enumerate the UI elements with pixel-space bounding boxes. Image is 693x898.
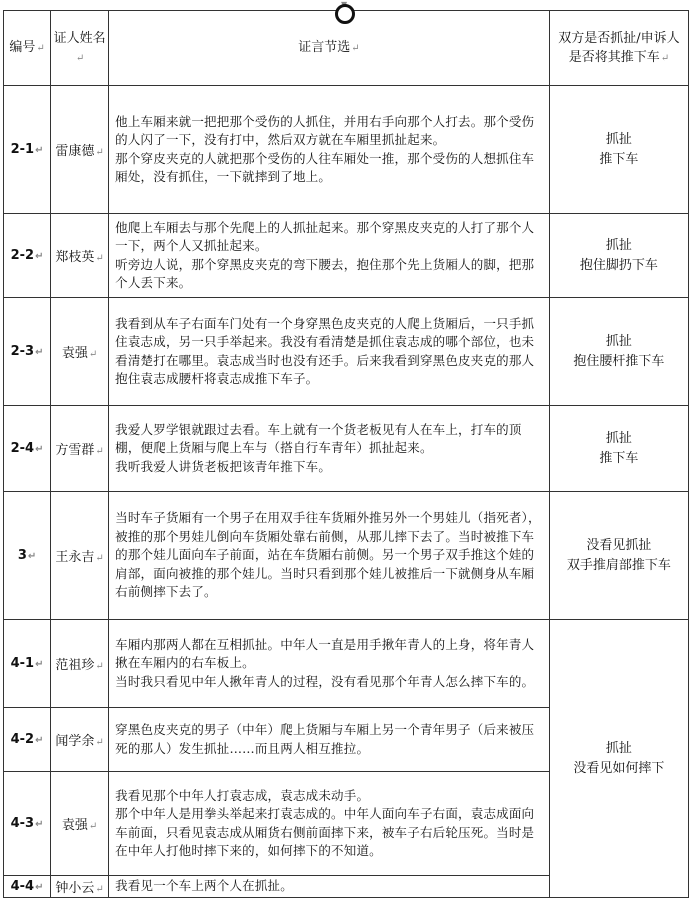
table-row <box>4 406 689 492</box>
circle-marker-icon <box>335 4 355 24</box>
testimony-paragraph: 我看见那个中年人打袁志成，袁志成未动手。 <box>115 787 370 803</box>
row-testimony <box>109 86 550 214</box>
row-name: 王永吉↵ <box>51 492 109 620</box>
testimony-paragraph: 那个穿皮夹克的人就把那个受伤的人往车厢处一推，那个受伤的人想抓住车厢处，没有抓住，一下就摔到了地上。 <box>115 150 535 184</box>
row-result: 抓扯 推下车 <box>549 406 688 492</box>
row-testimony <box>109 772 550 876</box>
row-testimony <box>109 492 550 620</box>
table-row <box>4 620 689 708</box>
row-id: 2-3↵ <box>4 298 51 406</box>
row-name: 钟小云↵ <box>51 876 109 898</box>
testimony-paragraph: 穿黑色皮夹克的男子（中年）爬上货厢与车厢上另一个青年男子（后来被压死的那人）发生抓扯……而且两人相互推拉。 <box>115 722 535 756</box>
row-testimony <box>109 406 550 492</box>
row-name: 袁强↵ <box>51 772 109 876</box>
testimony-paragraph: 我看到从车子右面车门处有一个身穿黑色皮夹克的人爬上货厢后，一只手抓住袁志成，另一只手举起来。我没有看清楚是抓住袁志成的哪个部位，也未看清楚打在哪里。袁志成当时也没有还手。后来我看到穿黑色皮夹克的那人抱住袁志成腰杆将袁志成推下车子。 <box>115 315 535 386</box>
row-name: 闻学余↵ <box>51 708 109 772</box>
row-name: 方雪群↵ <box>51 406 109 492</box>
row-result-group: 抓扯 没看见如何摔下 <box>549 620 688 898</box>
row-result: 抓扯 抱住脚扔下车 <box>549 214 688 298</box>
row-id: 2-2↵ <box>4 214 51 298</box>
testimony-paragraph: 听旁边人说，那个穿黑皮夹克的弯下腰去，抱住那个先上货厢人的脚，把那个人丢下来。 <box>115 256 535 290</box>
row-id: 4-3↵ <box>4 772 51 876</box>
testimony-paragraph: 我爱人罗学银就跟过去看。车上就有一个货老板见有人在车上，打车的顶棚，便爬上货厢与爬上车与（搭自行车青年）抓扯起来。 <box>115 421 522 456</box>
row-testimony <box>109 214 550 298</box>
row-testimony <box>109 708 550 772</box>
table-row <box>4 86 689 214</box>
row-id: 4-4↵ <box>4 876 51 898</box>
testimony-paragraph: 我看见一个车上两个人在抓扯。 <box>115 878 293 894</box>
row-result: 抓扯 推下车 <box>549 86 688 214</box>
table-row <box>4 298 689 406</box>
header-text: 证言节选↵ <box>109 11 550 86</box>
row-name: 范祖珍↵ <box>51 620 109 708</box>
testimony-paragraph: 他爬上车厢去与那个先爬上的人抓扯起来。那个穿黑皮夹克的人打了那个人一下，两个人又抓扯起来。 <box>115 219 535 254</box>
table-row <box>4 492 689 620</box>
row-id: 2-1↵ <box>4 86 51 214</box>
header-id: 编号↵ <box>4 11 51 86</box>
row-result: 没看见抓扯 双手推肩部推下车 <box>549 492 688 620</box>
row-id: 2-4↵ <box>4 406 51 492</box>
row-name: 郑枝英↵ <box>51 214 109 298</box>
row-testimony <box>109 620 550 708</box>
row-id: 3↵ <box>4 492 51 620</box>
testimony-paragraph: 车厢内那两人都在互相抓扯。中年人一直是用手揪年青人的上身，将年青人揪在车厢内的右车板上。 <box>115 636 535 671</box>
row-id: 4-2↵ <box>4 708 51 772</box>
table-row <box>4 214 689 298</box>
row-testimony <box>109 876 550 898</box>
row-testimony <box>109 298 550 406</box>
header-result: 双方是否抓扯/申诉人是否将其推下车↵ <box>549 11 688 86</box>
testimony-paragraph: 那个中年人是用拳头举起来打袁志成的。中年人面向车子右面，袁志成面向车前面，只看见袁志成从厢货右侧前面摔下来，被车子右后轮压死。当时是在中年人打他时摔下来的，如何摔下的不知道。 <box>115 806 535 858</box>
testimony-table <box>3 10 689 898</box>
testimony-paragraph: 我听我爱人讲货老板把该青年推下车。 <box>115 458 332 474</box>
testimony-paragraph: 他上车厢来就一把把那个受伤的人抓住，并用右手向那个人打去。那个受伤的人闪了一下，没有打中，然后双方就在车厢里抓扯起来。 <box>115 113 535 148</box>
row-result: 抓扯 抱住腰杆推下车 <box>549 298 688 406</box>
header-name: 证人姓名↵ <box>51 11 109 86</box>
row-name: 袁强↵ <box>51 298 109 406</box>
row-name: 雷康德↵ <box>51 86 109 214</box>
testimony-paragraph: 当时我只看见中年人揪年青人的过程，没有看见那个年青人怎么摔下车的。 <box>115 673 535 689</box>
row-id: 4-1↵ <box>4 620 51 708</box>
testimony-paragraph: 当时车子货厢有一个男子在用双手往车货厢外推另外一个男娃儿（指死者），被推的那个男娃儿倒向车货厢处靠右前侧，从那儿摔下去了。当时被推下车的那个娃儿面向车子前面，站在车货厢右前侧。另一个男子双手推这个娃的肩部，面向被推的那个娃儿。当时只看到那个娃儿被推后一下就侧身从车厢右前侧摔下去了。 <box>115 510 541 600</box>
